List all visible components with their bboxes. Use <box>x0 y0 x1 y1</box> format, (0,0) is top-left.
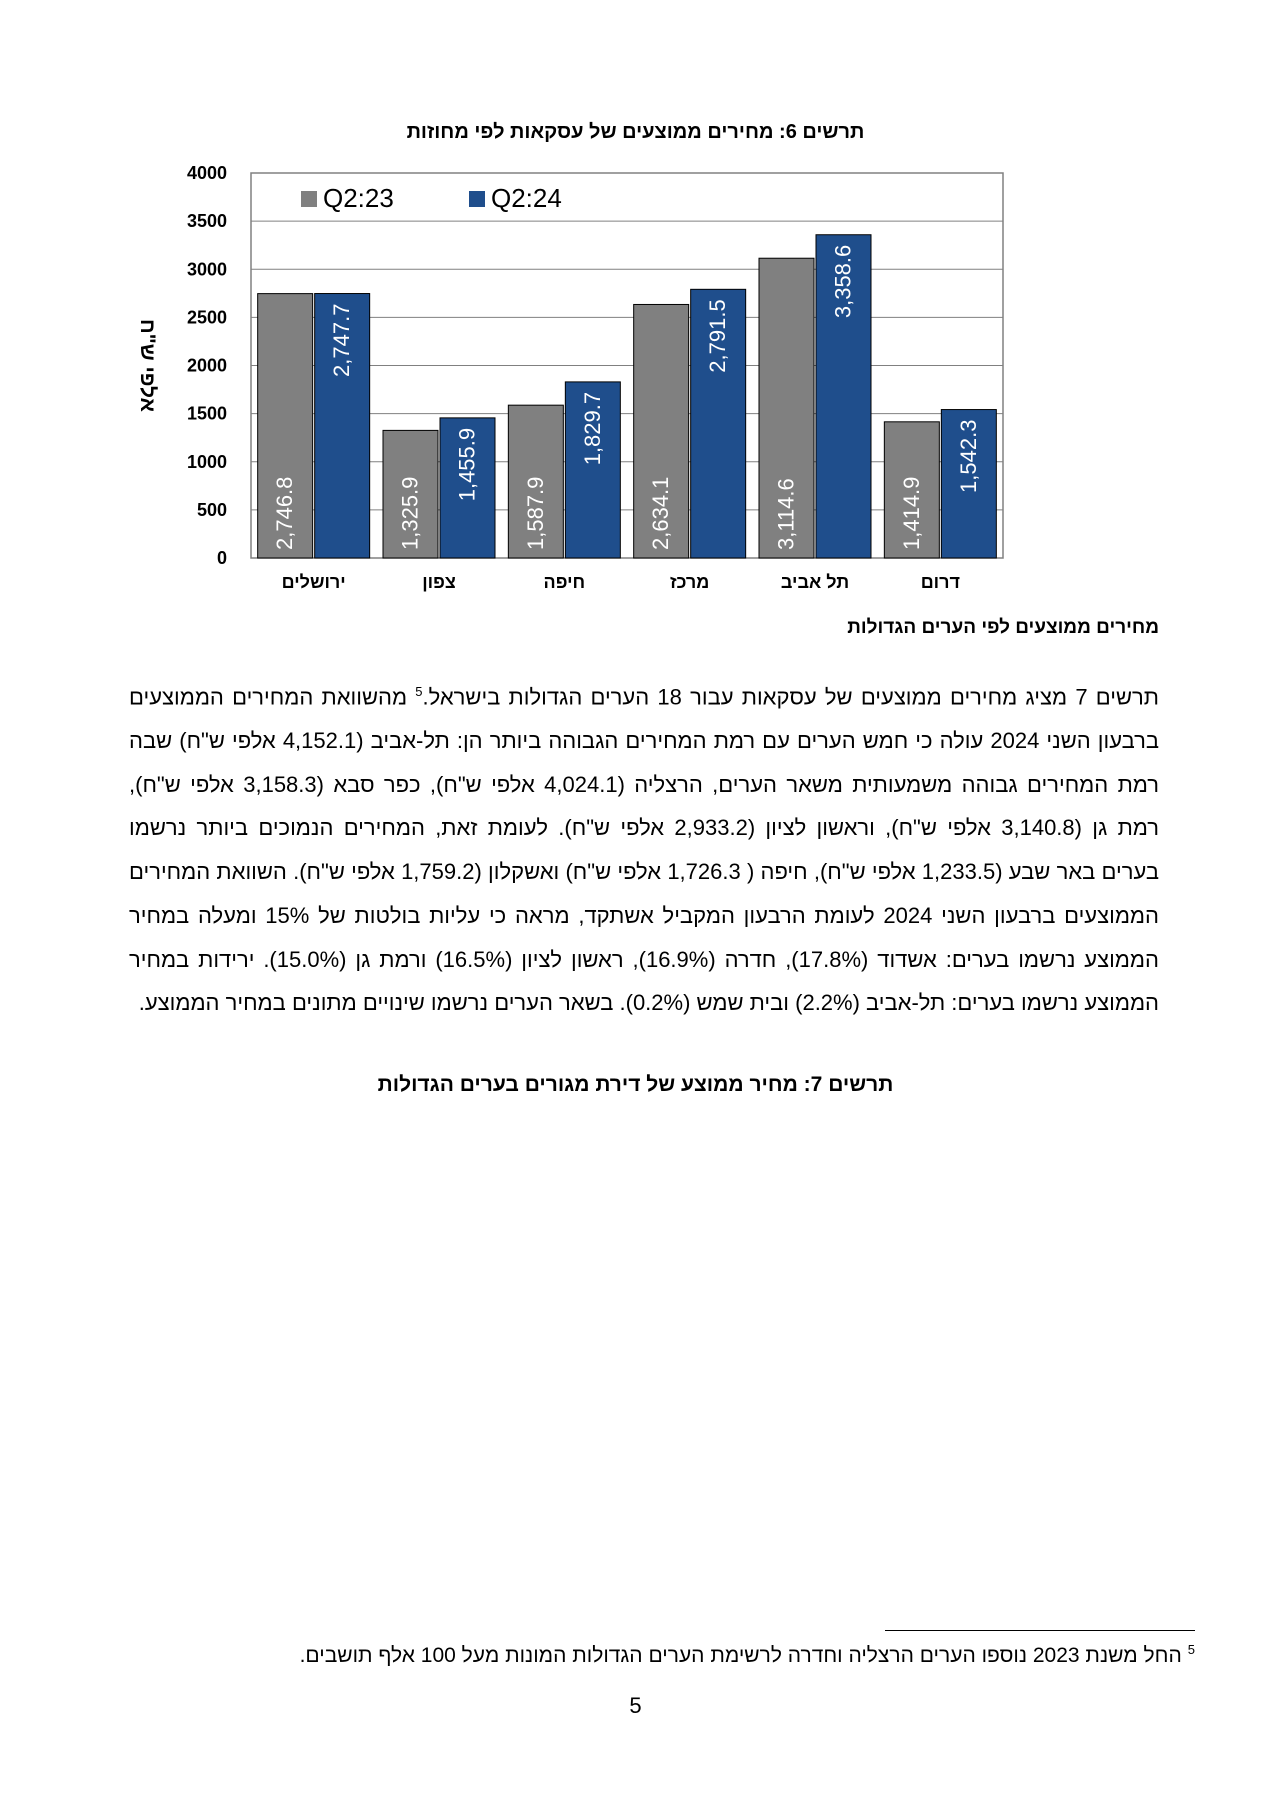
data-label: 1,542.3 <box>955 419 981 493</box>
data-label: 1,829.7 <box>579 391 605 466</box>
footnote-text: החל משנת 2023 נוספו הערים הרצליה וחדרה לרשימת הערים הגדולות המונות מעל 100 אלף תושבים. <box>299 1644 1182 1667</box>
chart-title: תרשים 6: מחירים ממוצעים של עסקאות לפי מחוזות <box>406 121 865 143</box>
category-label: חיפה <box>543 572 586 592</box>
data-label: 2,634.1 <box>648 476 674 550</box>
y-axis-label: אלפי ש"ח <box>136 319 159 412</box>
paragraph-part1: תרשים 7 מציג מחירים ממוצעים של עסקאות עבור 18 הערים הגדולות בישראל. <box>422 684 1159 710</box>
paragraph-part2: מהשוואת המחירים הממוצעים ברבעון השני 2024 עולה כי חמש הערים עם רמת המחירים הגבוהה ביותר הן: תל-אביב (4,152.1 אלפי ש"ח) שבה רמת המחירים גבוהה משמעותית משאר הערים, הרצליה (4,024.1 אלפי ש"ח), כפר סבא (3,158.3 אלפי ש"ח), רמת גן (3,140.8 אלפי ש"ח), וראשון לציון (2,933.2 אלפי ש"ח). לעומת זאת, המחירים הנמוכים ביותר נרשמו בערים באר שבע (1,233.5 אלפי ש"ח), חיפה ( 1,726.3 אלפי ש"ח) ואשקלון (1,759.2 אלפי ש"ח). השוואת המחירים הממוצעים ברבעון השני 2024 לעומת הרבעון המקביל אשתקד, מראה כי עליות בולטות של 15% ומעלה במחיר הממוצע נרשמו בערים: אשדוד (17.8%), חדרה (16.9%), ראשון לציון (16.5%) ורמת גן (15.0%). ירידות במחיר הממוצע נרשמו בערים: תל-אביב (2.2%) ובית שמש (0.2%). בשאר הערים נרשמו שינויים מתונים במחיר הממוצע. <box>129 684 1160 1016</box>
category-label: מרכז <box>669 572 710 592</box>
y-tick-label: 500 <box>196 499 227 520</box>
category-label: ירושלים <box>281 572 346 592</box>
category-label: צפון <box>422 572 456 592</box>
y-tick-label: 2500 <box>186 307 227 328</box>
data-label: 2,791.5 <box>705 299 731 373</box>
footnote-separator <box>885 1630 1195 1631</box>
y-tick-label: 1500 <box>186 403 227 424</box>
legend-swatch <box>469 191 485 207</box>
section-subheading: מחירים ממוצעים לפי הערים הגדולות <box>847 617 1159 638</box>
y-tick-label: 3000 <box>186 259 227 280</box>
y-tick-label: 3500 <box>186 211 227 232</box>
data-label: 1,414.9 <box>898 476 924 550</box>
legend-label: Q2:24 <box>491 183 562 213</box>
legend-swatch <box>301 191 317 207</box>
data-label: 2,746.8 <box>272 476 298 550</box>
data-label: 1,455.9 <box>454 427 480 502</box>
page-number: 5 <box>629 1693 642 1718</box>
y-tick-label: 2000 <box>186 355 227 376</box>
chart7-title: תרשים 7: מחיר ממוצע של דירת מגורים בערים הגדולות <box>377 1073 894 1096</box>
y-tick-label: 1000 <box>186 451 227 472</box>
body-paragraph <box>129 670 1159 1025</box>
y-tick-label: 0 <box>216 548 227 568</box>
legend-label: Q2:23 <box>323 183 394 213</box>
footnote-reference[interactable]: 5 <box>415 684 423 699</box>
y-tick-label: 4000 <box>186 163 227 183</box>
bar-chart <box>115 155 1035 592</box>
data-label: 1,587.9 <box>522 476 548 550</box>
data-label: 2,747.7 <box>329 303 355 377</box>
footnote-number: 5 <box>1187 1642 1195 1657</box>
footnote <box>300 1642 1195 1668</box>
data-label: 3,114.6 <box>773 478 799 550</box>
data-label: 3,358.6 <box>830 244 856 319</box>
category-label: דרום <box>920 572 960 592</box>
data-label: 1,325.9 <box>397 476 423 550</box>
category-label: תל אביב <box>780 572 850 592</box>
